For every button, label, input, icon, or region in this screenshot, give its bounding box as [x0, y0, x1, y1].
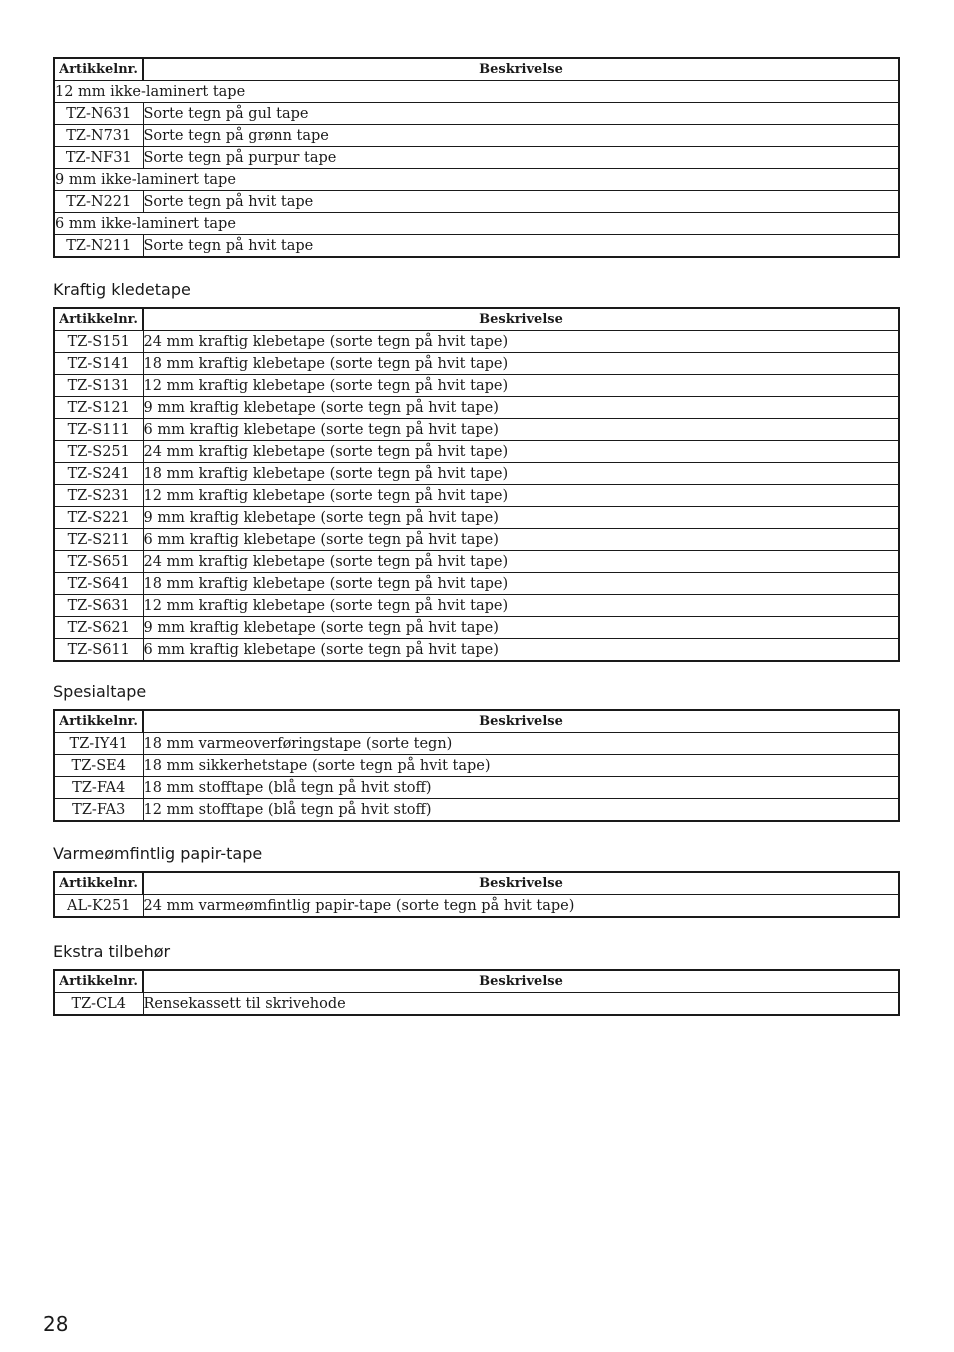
non-laminated-section: [53, 57, 900, 258]
col-header-art: Artikkelnr.: [54, 58, 143, 81]
article-number: TZ-N731: [54, 125, 143, 147]
article-number: TZ-FA4: [54, 777, 143, 799]
table-row: [54, 353, 899, 375]
section-title: Varmeømfintlig papir-tape: [53, 844, 263, 863]
table-row: [54, 799, 899, 822]
strong-tape-table: [53, 307, 900, 662]
description: 9 mm kraftig klebetape (sorte tegn på hvit tape): [143, 617, 899, 639]
article-number: TZ-S241: [54, 463, 143, 485]
table-row: [54, 235, 899, 258]
col-header-desc: Beskrivelse: [143, 872, 899, 895]
description: Sorte tegn på gul tape: [143, 103, 899, 125]
article-number: TZ-FA3: [54, 799, 143, 822]
col-header-desc: Beskrivelse: [143, 970, 899, 993]
group-label: 12 mm ikke-laminert tape: [54, 81, 899, 103]
table-row: [54, 463, 899, 485]
strong-tape-section: [53, 279, 900, 662]
table-row: [54, 733, 899, 755]
col-header-art: Artikkelnr.: [54, 710, 143, 733]
description: Sorte tegn på hvit tape: [143, 191, 899, 213]
group-row: [54, 81, 899, 103]
group-label: 6 mm ikke-laminert tape: [54, 213, 899, 235]
description: 18 mm kraftig klebetape (sorte tegn på hvit tape): [143, 463, 899, 485]
section-title: Ekstra tilbehør: [53, 942, 171, 961]
description: 12 mm kraftig klebetape (sorte tegn på hvit tape): [143, 485, 899, 507]
table-row: [54, 595, 899, 617]
description: 6 mm kraftig klebetape (sorte tegn på hvit tape): [143, 419, 899, 441]
description: 18 mm kraftig klebetape (sorte tegn på hvit tape): [143, 573, 899, 595]
article-number: TZ-S651: [54, 551, 143, 573]
table-row: [54, 895, 899, 918]
description: Sorte tegn på purpur tape: [143, 147, 899, 169]
accessories-table: [53, 969, 900, 1016]
table-row: [54, 993, 899, 1016]
article-number: TZ-IY41: [54, 733, 143, 755]
article-number: TZ-S221: [54, 507, 143, 529]
table-row: [54, 777, 899, 799]
table-row: [54, 331, 899, 353]
article-number: TZ-S641: [54, 573, 143, 595]
article-number: TZ-S231: [54, 485, 143, 507]
accessories-section: [53, 941, 900, 1016]
article-number: TZ-N211: [54, 235, 143, 258]
thermal-tape-section: [53, 843, 900, 918]
table-header-row: [54, 872, 899, 895]
table-row: [54, 125, 899, 147]
article-number: TZ-S211: [54, 529, 143, 551]
article-number: TZ-N631: [54, 103, 143, 125]
table-row: [54, 639, 899, 662]
description: 24 mm kraftig klebetape (sorte tegn på hvit tape): [143, 551, 899, 573]
special-tape-table: [53, 709, 900, 822]
col-header-desc: Beskrivelse: [143, 58, 899, 81]
article-number: TZ-N221: [54, 191, 143, 213]
table-row: [54, 529, 899, 551]
table-row: [54, 551, 899, 573]
description: 6 mm kraftig klebetape (sorte tegn på hvit tape): [143, 529, 899, 551]
article-number: TZ-S121: [54, 397, 143, 419]
description: Sorte tegn på hvit tape: [143, 235, 899, 258]
col-header-art: Artikkelnr.: [54, 970, 143, 993]
group-row: [54, 169, 899, 191]
description: 18 mm stofftape (blå tegn på hvit stoff): [143, 777, 899, 799]
table-row: [54, 397, 899, 419]
description: 12 mm kraftig klebetape (sorte tegn på hvit tape): [143, 375, 899, 397]
description: 12 mm stofftape (blå tegn på hvit stoff): [143, 799, 899, 822]
description: Sorte tegn på grønn tape: [143, 125, 899, 147]
non-laminated-table: [53, 57, 900, 258]
table-row: [54, 617, 899, 639]
article-number: TZ-S141: [54, 353, 143, 375]
article-number: TZ-S621: [54, 617, 143, 639]
col-header-art: Artikkelnr.: [54, 872, 143, 895]
article-number: TZ-SE4: [54, 755, 143, 777]
article-number: TZ-S631: [54, 595, 143, 617]
article-number: AL-K251: [54, 895, 143, 918]
special-tape-section: [53, 681, 900, 822]
table-row: [54, 147, 899, 169]
description: 6 mm kraftig klebetape (sorte tegn på hvit tape): [143, 639, 899, 662]
description: 9 mm kraftig klebetape (sorte tegn på hvit tape): [143, 397, 899, 419]
article-number: TZ-S151: [54, 331, 143, 353]
col-header-desc: Beskrivelse: [143, 308, 899, 331]
article-number: TZ-S131: [54, 375, 143, 397]
table-row: [54, 573, 899, 595]
article-number: TZ-S111: [54, 419, 143, 441]
table-row: [54, 755, 899, 777]
table-row: [54, 419, 899, 441]
table-row: [54, 103, 899, 125]
article-number: TZ-S251: [54, 441, 143, 463]
article-number: TZ-NF31: [54, 147, 143, 169]
group-row: [54, 213, 899, 235]
description: 9 mm kraftig klebetape (sorte tegn på hvit tape): [143, 507, 899, 529]
description: 12 mm kraftig klebetape (sorte tegn på hvit tape): [143, 595, 899, 617]
thermal-tape-table: [53, 871, 900, 918]
description: 24 mm varmeømfintlig papir-tape (sorte tegn på hvit tape): [143, 895, 899, 918]
col-header-art: Artikkelnr.: [54, 308, 143, 331]
page-number: 28: [43, 1312, 69, 1336]
table-row: [54, 375, 899, 397]
article-number: TZ-CL4: [54, 993, 143, 1016]
section-title: Spesialtape: [53, 682, 147, 701]
table-row: [54, 191, 899, 213]
section-title: Kraftig kledetape: [53, 280, 191, 299]
table-row: [54, 441, 899, 463]
table-header-row: [54, 308, 899, 331]
table-header-row: [54, 710, 899, 733]
description: 18 mm sikkerhetstape (sorte tegn på hvit tape): [143, 755, 899, 777]
table-row: [54, 507, 899, 529]
article-number: TZ-S611: [54, 639, 143, 662]
description: 24 mm kraftig klebetape (sorte tegn på hvit tape): [143, 441, 899, 463]
table-header-row: [54, 58, 899, 81]
group-label: 9 mm ikke-laminert tape: [54, 169, 899, 191]
col-header-desc: Beskrivelse: [143, 710, 899, 733]
description: 24 mm kraftig klebetape (sorte tegn på hvit tape): [143, 331, 899, 353]
table-row: [54, 485, 899, 507]
description: 18 mm varmeoverføringstape (sorte tegn): [143, 733, 899, 755]
description: Rensekassett til skrivehode: [143, 993, 899, 1016]
description: 18 mm kraftig klebetape (sorte tegn på hvit tape): [143, 353, 899, 375]
table-header-row: [54, 970, 899, 993]
